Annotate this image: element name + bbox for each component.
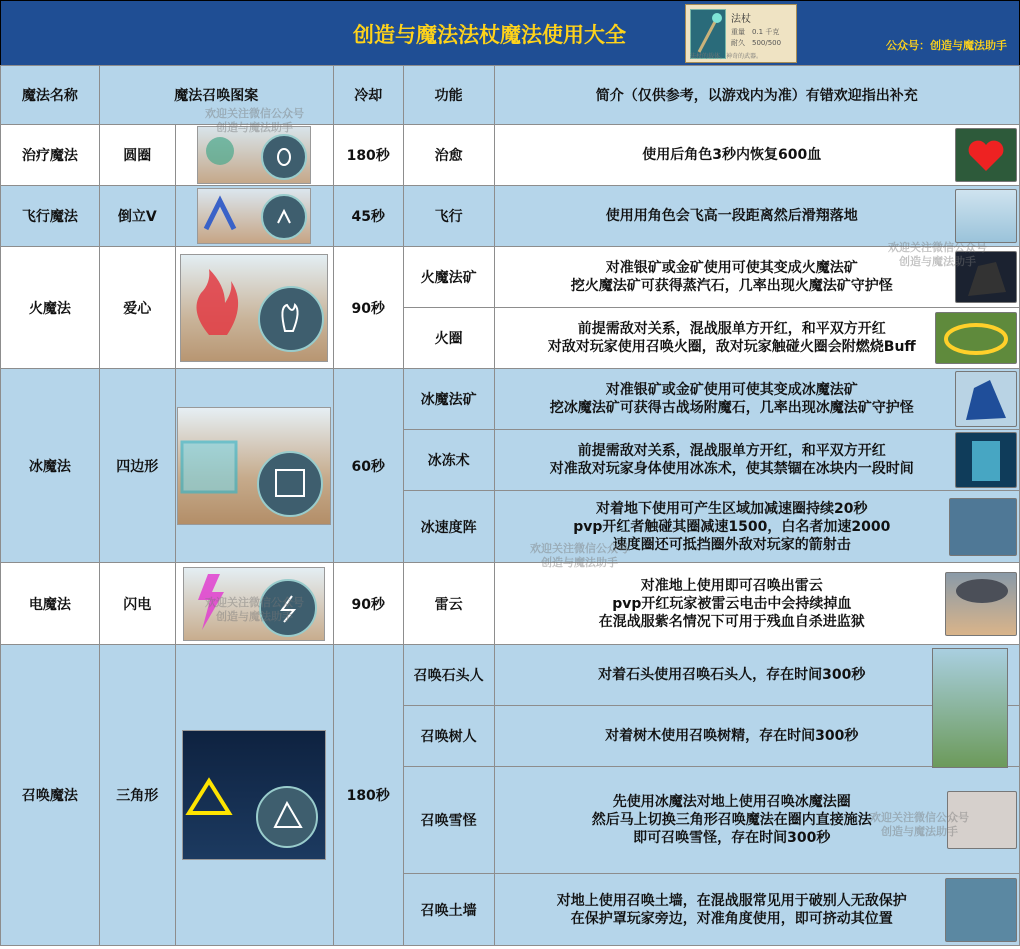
earth-wall-icon xyxy=(945,878,1017,942)
pattern-image-cell xyxy=(175,186,333,247)
watermark: 欢迎关注微信公众号 创造与魔法助手 xyxy=(888,241,987,268)
pattern-image-cell xyxy=(175,125,333,186)
fire-ring-icon xyxy=(935,312,1017,364)
spell-name: 治疗魔法 xyxy=(1,125,100,186)
spell-function: 火圈 xyxy=(403,308,494,369)
table-row xyxy=(1,247,1020,308)
spell-desc: 使用用角色会飞高一段距离然后滑翔落地 xyxy=(494,186,1019,247)
golem-summon-icon xyxy=(932,648,1008,768)
spell-function: 冰速度阵 xyxy=(403,491,494,563)
spell-function: 雷云 xyxy=(403,563,494,645)
watermark: 欢迎关注微信公众号 创造与魔法助手 xyxy=(530,542,629,569)
v-pattern-screenshot xyxy=(197,188,311,244)
watermark: 欢迎关注微信公众号 创造与魔法助手 xyxy=(870,811,969,838)
spell-cooldown: 45秒 xyxy=(333,186,403,247)
wand-weight: 重量 0.1 千克 xyxy=(731,28,780,36)
spell-cooldown: 60秒 xyxy=(333,369,403,563)
spell-pattern: 四边形 xyxy=(99,369,175,563)
watermark: 欢迎关注微信公众号 创造与魔法助手 xyxy=(205,596,304,623)
pattern-image-cell xyxy=(175,247,333,369)
spell-desc: 使用后角色3秒内恢复600血 xyxy=(494,125,1019,186)
spell-cooldown: 90秒 xyxy=(333,563,403,645)
spell-pattern: 爱心 xyxy=(99,247,175,369)
pattern-image-cell xyxy=(175,369,333,563)
square-pattern-screenshot xyxy=(177,407,331,525)
account-label: 公众号：创造与魔法助手 xyxy=(886,39,1007,52)
spell-name: 火魔法 xyxy=(1,247,100,369)
spell-pattern: 圆圈 xyxy=(99,125,175,186)
spell-desc: 对地上使用召唤土墙，在混战服常见用于破别人无敌保护 在保护罩玩家旁边，对准角度使用，即可挤动其位置 xyxy=(494,874,1019,946)
magic-table xyxy=(0,65,1020,946)
wand-desc: 法杖的载体，神奇的武器。 xyxy=(690,53,763,60)
spell-desc: 前提需敌对关系，混战服单方开红，和平双方开红 对准敌对玩家身体使用冰冻术，使其禁锢在冰块内一段时间 xyxy=(494,430,1019,491)
spell-pattern: 三角形 xyxy=(99,645,175,946)
ice-speed-circle-icon xyxy=(949,498,1017,556)
lightning-pattern-screenshot xyxy=(183,567,325,641)
spell-desc: 先使用冰魔法对地上使用召唤冰魔法圈 然后马上切换三角形召唤魔法在圈内直接施法 即可召唤雪怪，存在时间300秒 xyxy=(494,767,1019,874)
spell-function: 召唤石头人 xyxy=(403,645,494,706)
ice-freeze-icon xyxy=(955,432,1017,488)
spell-name: 召唤魔法 xyxy=(1,645,100,946)
col-header-function: 功能 xyxy=(403,66,494,125)
table-row xyxy=(1,186,1020,247)
table-row xyxy=(1,563,1020,645)
col-header-pattern: 魔法召唤图案 xyxy=(99,66,333,125)
col-header-desc: 简介（仅供参考，以游戏内为准）有错欢迎指出补充 xyxy=(494,66,1019,125)
table-row xyxy=(1,369,1020,430)
spell-function: 召唤树人 xyxy=(403,706,494,767)
wand-name: 法杖 xyxy=(731,14,751,25)
title-bar xyxy=(0,0,1020,66)
heart-pattern-screenshot xyxy=(180,254,328,362)
spell-function: 冰冻术 xyxy=(403,430,494,491)
spell-function: 召唤土墙 xyxy=(403,874,494,946)
snow-monster-icon xyxy=(947,791,1017,849)
spell-name: 电魔法 xyxy=(1,563,100,645)
col-header-name: 魔法名称 xyxy=(1,66,100,125)
spell-cooldown: 180秒 xyxy=(333,125,403,186)
table-row xyxy=(1,645,1020,706)
circle-pattern-screenshot xyxy=(197,126,311,184)
flying-character-icon xyxy=(955,189,1017,243)
spell-cooldown: 180秒 xyxy=(333,645,403,946)
spell-function: 火魔法矿 xyxy=(403,247,494,308)
wand-item-card xyxy=(685,4,797,63)
thunder-cloud-icon xyxy=(945,572,1017,636)
wand-durability: 耐久 500/500 xyxy=(731,39,782,47)
spell-function: 治愈 xyxy=(403,125,494,186)
spell-desc: 对着石头使用召唤石头人，存在时间300秒 xyxy=(494,645,1019,706)
page-title: 创造与魔法法杖魔法使用大全 xyxy=(353,23,626,47)
spell-cooldown: 90秒 xyxy=(333,247,403,369)
spell-pattern: 闪电 xyxy=(99,563,175,645)
spell-pattern: 倒立V xyxy=(99,186,175,247)
watermark: 欢迎关注微信公众号 创造与魔法助手 xyxy=(205,107,304,134)
table-row xyxy=(1,125,1020,186)
spell-function: 召唤雪怪 xyxy=(403,767,494,874)
spell-name: 冰魔法 xyxy=(1,369,100,563)
spell-desc: 前提需敌对关系，混战服单方开红，和平双方开红 对敌对玩家使用召唤火圈，敌对玩家触碰火圈会附燃烧Buff xyxy=(494,308,1019,369)
spell-desc: 对准银矿或金矿使用可使其变成火魔法矿 挖火魔法矿可获得蒸汽石，几率出现火魔法矿守护怪 xyxy=(494,247,1019,308)
spell-function: 飞行 xyxy=(403,186,494,247)
spell-desc: 对准银矿或金矿使用可使其变成冰魔法矿 挖冰魔法矿可获得古战场附魔石，几率出现冰魔法矿守护怪 xyxy=(494,369,1019,430)
col-header-cooldown: 冷却 xyxy=(333,66,403,125)
pattern-image-cell xyxy=(175,563,333,645)
spell-desc: 对准地上使用即可召唤出雷云 pvp开红玩家被雷云电击中会持续掉血 在混战服紫名情况下可用于残血自杀进监狱 xyxy=(494,563,1019,645)
spell-desc: 对着树木使用召唤树精，存在时间300秒 xyxy=(494,706,1019,767)
spell-desc: 对着地下使用可产生区域加减速圈持续20秒 pvp开红者触碰其圈减速1500，白名者加速2000 速度圈还可抵挡圈外敌对玩家的箭射击 xyxy=(494,491,1019,563)
triangle-pattern-screenshot xyxy=(182,730,326,860)
fire-ore-icon xyxy=(955,251,1017,303)
ice-ore-icon xyxy=(955,371,1017,427)
spell-name: 飞行魔法 xyxy=(1,186,100,247)
pattern-image-cell xyxy=(175,645,333,946)
heal-heart-icon xyxy=(955,128,1017,182)
header-row xyxy=(1,66,1020,125)
spell-function: 冰魔法矿 xyxy=(403,369,494,430)
